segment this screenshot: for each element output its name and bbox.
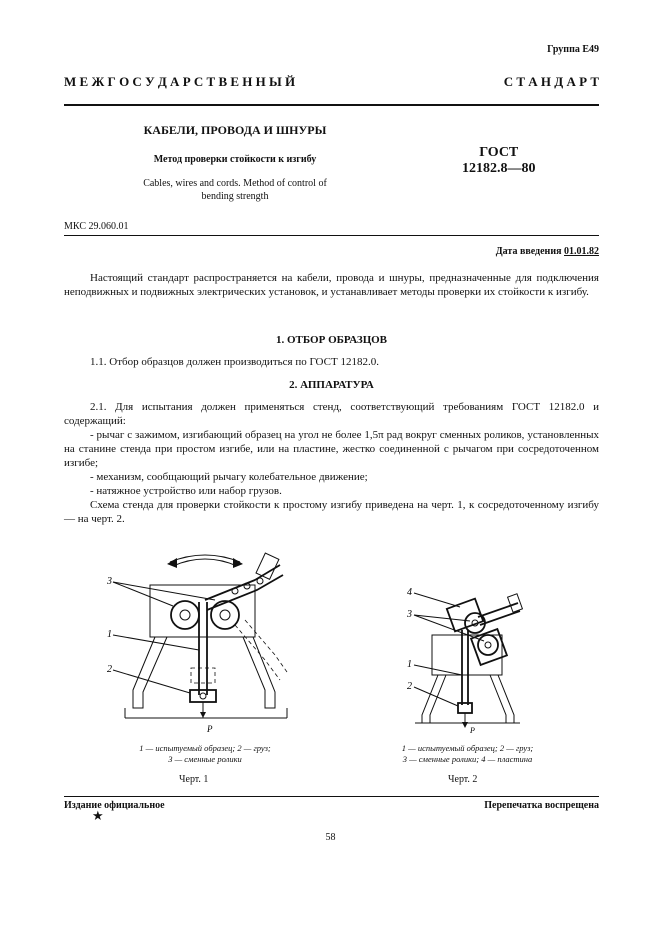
document-subtitle: Метод проверки стойкости к изгибу <box>153 154 317 165</box>
footer-rule <box>64 796 599 797</box>
fig2-label-3: 3 <box>407 609 412 620</box>
fig1-label-1: 1 <box>107 629 112 640</box>
section2-p2: Схема стенда для проверки стойкости к простому изгибу приведена на черт. 1, к сосредоточенному изгибу — на черт. 2. <box>64 499 599 525</box>
standard-banner <box>64 74 599 96</box>
edition-note: Издание официальное <box>64 800 165 811</box>
section1-p1: 1.1. Отбор образцов должен производиться по ГОСТ 12182.0. <box>90 356 379 368</box>
roller-lower <box>478 635 498 655</box>
figure1-caption-line2: 3 — сменные ролики <box>168 754 242 764</box>
document-title: КАБЕЛИ, ПРОВОДА И ШНУРЫ <box>143 123 327 137</box>
gost-code: 12182.8—80 <box>462 161 536 176</box>
reprint-note: Перепечатка воспрещена <box>484 800 599 811</box>
roller-left <box>171 601 199 629</box>
gost-number <box>462 145 536 177</box>
figure2-caption-line1: 1 — испытуемый образец; 2 — груз; <box>401 743 534 753</box>
section2-item3: - натяжное устройство или набор грузов. <box>90 485 282 497</box>
intro-text: Настоящий стандарт распространяется на кабели, провода и шнуры, предназначенные для подключения неподвижных и подвижных электрических установок, и устанавливает методы проверки их стойкости к изгибу. <box>64 272 599 298</box>
fig2-label-4: 4 <box>407 587 412 598</box>
section2-item1: - рычаг с зажимом, изгибающий образец на угол не более 1,5π рад вокруг сменных роликов, установленных на станине стенда при простом изгибе, или на пластине, жестко соединенной с рычагом при сосредоточенном изгибе; <box>64 429 599 469</box>
weight <box>190 690 216 702</box>
fig1-label-2: 2 <box>107 664 112 675</box>
section2-body <box>64 400 599 526</box>
section1-heading: 1. ОТБОР ОБРАЗЦОВ <box>275 334 388 346</box>
date-value: 01.01.82 <box>564 246 599 257</box>
figure1-caption <box>100 743 310 765</box>
figure2-drawing <box>400 575 550 735</box>
top-rule <box>64 104 599 106</box>
figure2-caption <box>380 743 555 765</box>
roller-right <box>211 601 239 629</box>
banner-word-interstate: М Е Ж Г О С У Д А Р С Т В Е Н Н Ы Й <box>64 74 296 89</box>
page-number: 58 <box>325 832 336 843</box>
weight <box>458 703 472 713</box>
section2-p1: 2.1. Для испытания должен применяться стенд, соответствующий требованиям ГОСТ 12182.0 и содержащий: <box>64 401 599 427</box>
section2-heading: 2. АППАРАТУРА <box>289 379 374 391</box>
fig2-label-2: 2 <box>407 681 412 692</box>
fig1-label-p: P <box>207 724 213 734</box>
figure1-title: Черт. 1 <box>179 774 209 785</box>
effective-date <box>496 246 599 257</box>
figure1-caption-line1: 1 — испытуемый образец; 2 — груз; <box>139 743 271 753</box>
figure2-caption-line2: 3 — сменные ролики; 4 — пластина <box>402 754 533 764</box>
title-block <box>90 123 380 203</box>
english-title: Cables, wires and cords. Method of control of bending strength <box>143 178 327 202</box>
fig1-label-3: 3 <box>107 576 112 587</box>
figure2-title: Черт. 2 <box>448 774 478 785</box>
section2-item2: - механизм, сообщающий рычагу колебательное движение; <box>90 471 368 483</box>
date-label: Дата введения <box>495 246 562 257</box>
mks-rule <box>64 235 599 236</box>
figure1-drawing <box>95 540 310 740</box>
fig2-label-p: P <box>470 726 475 735</box>
group-code: Группа Е49 <box>547 44 599 55</box>
star-icon: ★ <box>92 808 104 823</box>
fig2-label-1: 1 <box>407 659 412 670</box>
banner-word-standard: С Т А Н Д А Р Т <box>503 74 599 89</box>
intro-paragraph <box>64 271 599 299</box>
section1-body <box>64 355 599 369</box>
mks-code: МКС 29.060.01 <box>64 221 129 232</box>
gost-label: ГОСТ <box>479 145 519 160</box>
